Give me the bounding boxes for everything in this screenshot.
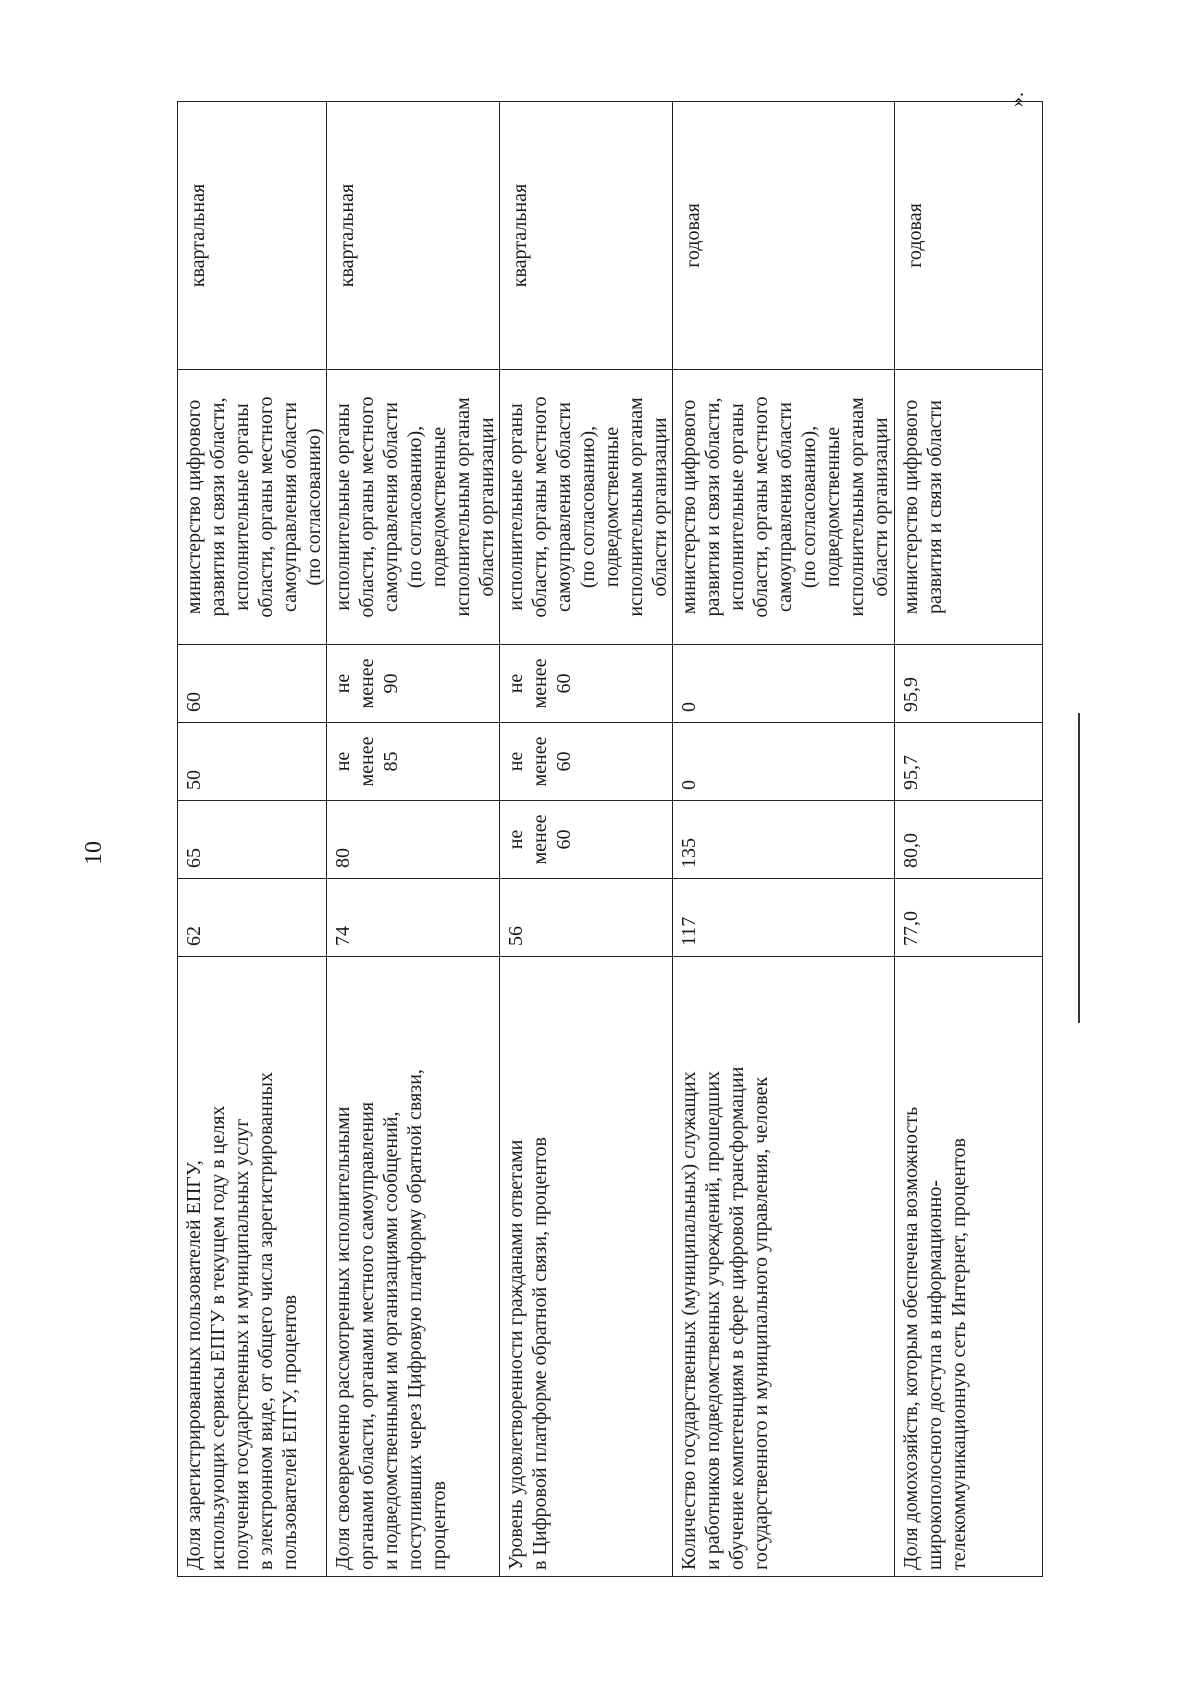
- value-cell: 80,0: [895, 801, 1043, 879]
- table-row: [895, 102, 1043, 1577]
- value-cell: 62: [178, 879, 327, 957]
- value-cell: 0: [673, 723, 895, 801]
- indicators-table: [177, 101, 1043, 1577]
- value-cell: 0: [673, 645, 895, 723]
- indicator-cell: Доля своевременно рассмотренных исполнительными органами области, органами местного самоуправления и подведомственными им организациями сообщений, поступивших через Цифровую платформу обратной связи, процентов: [327, 957, 500, 1577]
- frequency-cell: годовая: [895, 102, 1043, 370]
- responsible-cell: исполнительные органы области, органы местного самоуправления области (по согласованию), подведомственные исполнительным органам области организации: [500, 370, 673, 645]
- value-cell: не менее 90: [327, 645, 500, 723]
- responsible-cell: министерство цифрового развития и связи области, исполнительные органы области, органы местного самоуправления области (по согласованию), подведомственные исполнительным органам области организации: [673, 370, 895, 645]
- value-cell: не менее 60: [500, 723, 673, 801]
- indicator-cell: Доля зарегистрированных пользователей ЕПГУ, использующих сервисы ЕПГУ в текущем году в целях получения государственных и муниципальных услуг в электронном виде, от общего числа зарегистрированных пользователей ЕПГУ, процентов: [178, 957, 327, 1577]
- separator-line: [1078, 713, 1080, 1023]
- page-number: 10: [81, 841, 107, 865]
- frequency-cell: годовая: [673, 102, 895, 370]
- value-cell: не менее 85: [327, 723, 500, 801]
- value-cell: 117: [673, 879, 895, 957]
- responsible-cell: исполнительные органы области, органы местного самоуправления области (по согласованию), подведомственные исполнительным органам области организации: [327, 370, 500, 645]
- value-cell: 95,9: [895, 645, 1043, 723]
- value-cell: 77,0: [895, 879, 1043, 957]
- value-cell: 60: [178, 645, 327, 723]
- frequency-cell: квартальная: [178, 102, 327, 370]
- value-cell: 65: [178, 801, 327, 879]
- value-cell: 135: [673, 801, 895, 879]
- frequency-cell: квартальная: [327, 102, 500, 370]
- value-cell: 95,7: [895, 723, 1043, 801]
- value-cell: 80: [327, 801, 500, 879]
- rotated-table-wrapper: [177, 102, 1033, 1577]
- frequency-cell: квартальная: [500, 102, 673, 370]
- closing-quote-mark: ».: [1006, 92, 1028, 107]
- value-cell: 50: [178, 723, 327, 801]
- indicator-cell: Уровень удовлетворенности гражданами ответами в Цифровой платформе обратной связи, процентов: [500, 957, 673, 1577]
- table-row: [500, 102, 673, 1577]
- indicator-cell: Количество государственных (муниципальных) служащих и работников подведомственных учреждений, прошедших обучение компетенциям в сфере цифровой трансформации государственного и муниципального управления, человек: [673, 957, 895, 1577]
- value-cell: 56: [500, 879, 673, 957]
- table-row: [673, 102, 895, 1577]
- value-cell: 74: [327, 879, 500, 957]
- table-row: [178, 102, 327, 1577]
- responsible-cell: министерство цифрового развития и связи области, исполнительные органы области, органы местного самоуправления области (по согласованию): [178, 370, 327, 645]
- responsible-cell: министерство цифрового развития и связи области: [895, 370, 1043, 645]
- indicator-cell: Доля домохозяйств, которым обеспечена возможность широкополосного доступа в информационно- телекоммуникационную сеть Интернет, процентов: [895, 957, 1043, 1577]
- value-cell: не менее 60: [500, 801, 673, 879]
- value-cell: не менее 60: [500, 645, 673, 723]
- table-row: [327, 102, 500, 1577]
